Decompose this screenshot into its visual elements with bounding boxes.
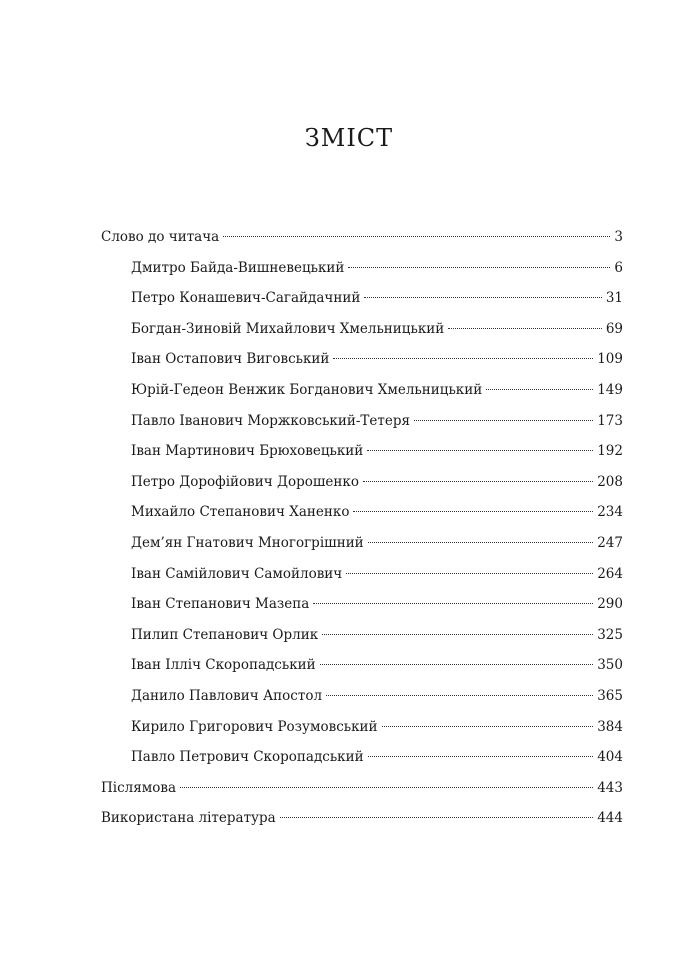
toc-entry[interactable] [101,406,623,437]
dot-leader [364,297,601,298]
toc-page-number: 264 [597,565,623,582]
dot-leader [448,328,602,329]
toc-page-number: 6 [614,259,623,276]
toc-entry-label: Слово до читача [101,229,220,245]
toc-entry-label: Данило Павлович Апостол [131,687,323,704]
toc-page-number: 192 [597,443,623,460]
toc-entry-label: Богдан-Зиновій Михайлович Хмельницький [131,320,445,337]
toc-entry-label: Юрій-Гедеон Венжик Богданович Хмельницький [131,381,483,398]
toc-entry[interactable] [101,436,623,467]
dot-leader [348,267,610,268]
dot-leader [414,420,593,421]
toc-page-number: 365 [597,687,623,704]
toc-page-number: 325 [597,626,623,643]
dot-leader [353,511,593,512]
toc-page-number: 208 [597,473,623,490]
dot-leader [313,603,593,604]
toc-entry[interactable] [101,283,623,314]
toc-page-number: 173 [597,412,623,429]
toc-entry-bibliography[interactable] [101,803,623,834]
toc-page-number: 31 [605,290,623,307]
toc-entry[interactable] [101,344,623,375]
toc-page-number: 404 [597,749,623,766]
toc-entry-afterword[interactable] [101,773,623,804]
toc-entry[interactable] [101,742,623,773]
dot-leader [322,634,593,635]
dot-leader [382,726,594,727]
toc-page-number: 3 [614,229,623,245]
toc-entry-label: Петро Дорофійович Дорошенко [131,473,359,490]
toc-entry[interactable] [101,467,623,498]
dot-leader [223,236,610,237]
toc-page-number: 234 [597,504,623,521]
dot-leader [486,389,593,390]
toc-entry-label: Використана література [101,810,276,827]
toc-page-number: 384 [597,718,623,735]
dot-leader [180,787,593,788]
toc-page-number: 247 [597,534,623,551]
dot-leader [280,817,594,818]
dot-leader [367,450,593,451]
toc-page-number: 290 [597,596,623,613]
toc-entry-label: Петро Конашевич-Сагайдачний [131,290,361,307]
toc-entry-label: Михайло Степанович Ханенко [131,504,350,521]
toc-page-number: 109 [597,351,623,368]
toc-entry[interactable] [101,314,623,345]
dot-leader [346,573,593,574]
toc-entry-label: Кирило Григорович Розумовський [131,718,378,735]
dot-leader [320,664,594,665]
toc-entry-label: Іван Мартинович Брюховецький [131,443,364,460]
toc-entry[interactable] [101,712,623,743]
toc-entry[interactable] [101,589,623,620]
toc-entry-label: Павло Петрович Скоропадський [131,749,364,766]
toc-entry[interactable] [101,375,623,406]
toc-page-number: 149 [597,381,623,398]
page-title: ЗМІСТ [304,124,394,152]
table-of-contents [101,222,623,834]
toc-entry[interactable] [101,497,623,528]
toc-entry-label: Післямова [101,779,177,796]
toc-entry-label: Павло Іванович Моржковський-Тетеря [131,412,411,429]
toc-page-number: 350 [597,657,623,674]
dot-leader [333,358,593,359]
toc-page-number: 69 [605,320,623,337]
toc-page-number: 444 [597,810,623,827]
toc-entry[interactable] [101,620,623,651]
toc-entry[interactable] [101,559,623,590]
toc-entry[interactable] [101,681,623,712]
toc-entry-label: Іван Самійлович Самойлович [131,565,343,582]
toc-entry-label: Дем’ян Гнатович Многогрішний [131,534,364,551]
toc-entry-label: Іван Остапович Виговський [131,351,330,368]
toc-entry-label: Пилип Степанович Орлик [131,626,319,643]
toc-entry[interactable] [101,528,623,559]
toc-entry[interactable] [101,253,623,284]
dot-leader [368,756,594,757]
toc-entry[interactable] [101,650,623,681]
dot-leader [326,695,593,696]
toc-entry-label: Дмитро Байда-Вишневецький [131,259,345,276]
toc-entry-label: Іван Степанович Мазепа [131,596,310,613]
toc-page-number: 443 [597,779,623,796]
dot-leader [368,542,594,543]
dot-leader [363,481,593,482]
toc-entry-foreword[interactable] [101,222,623,253]
toc-entry-label: Іван Ілліч Скоропадський [131,657,316,674]
